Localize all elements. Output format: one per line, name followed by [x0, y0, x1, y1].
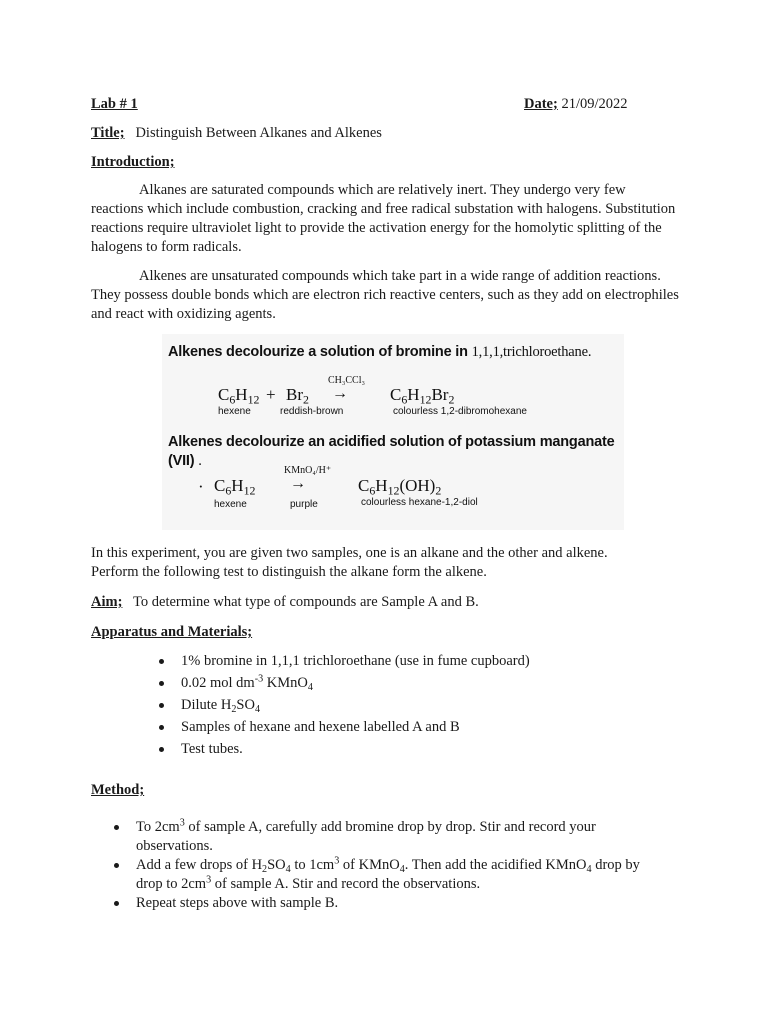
reaction-1-heading: [168, 343, 591, 362]
method-step-2: [136, 856, 666, 894]
method-step-2-c: to 1cm: [290, 857, 335, 873]
method-step-1-b: of sample A, carefully add bromine drop by drop. Stir and record your observations.: [136, 819, 596, 854]
date-value: 21/09/2022: [561, 96, 628, 112]
introduction-heading: Introduction;: [91, 154, 175, 170]
reaction-2-heading: [168, 433, 624, 471]
reaction-1-label-hexene: hexene: [218, 406, 251, 417]
lab-number: Lab # 1: [91, 96, 138, 112]
method-step-2-sub3: 4: [399, 864, 405, 876]
apparatus-item-bromine: 1% bromine in 1,1,1 trichloroethane (use in fume cupboard): [181, 652, 681, 671]
reaction-2-heading-rest: .: [198, 453, 202, 469]
method-step-3: Repeat steps above with sample B.: [136, 894, 666, 913]
reaction-1-condition: CH₃CCl₃: [328, 375, 365, 386]
reaction-1-arrow: →: [332, 385, 348, 402]
apparatus-item-samples: Samples of hexane and hexene labelled A and B: [181, 718, 681, 737]
reaction-2-dot: ·: [198, 477, 204, 496]
method-step-1-a: To 2cm: [136, 819, 180, 835]
aim-line: [91, 593, 479, 612]
reaction-1-label-bromine: reddish-brown: [280, 406, 344, 417]
method-step-2-b: SO: [267, 857, 286, 873]
title-text: Distinguish Between Alkanes and Alkenes: [135, 125, 382, 141]
method-step-1-sup: 3: [179, 817, 185, 829]
reaction-figure: [162, 334, 624, 530]
apparatus-list: [181, 652, 681, 762]
title-label: Title;: [91, 125, 125, 141]
apparatus-item-kmno4-b: KMnO: [263, 675, 308, 691]
reaction-2-arrow: →: [290, 475, 306, 492]
apparatus-item-kmno4-a: 0.02 mol dm: [181, 675, 255, 691]
reaction-1-product: $C_6H_{12}Br_2$: [390, 385, 455, 407]
method-step-2-sub1: 2: [262, 864, 268, 876]
introduction-paragraph-2: Alkenes are unsaturated compounds which take part in a wide range of addition reactions. They possess double bonds which are electron rich reactive centers, such as they add on electrophiles and react with oxidizing agents.: [91, 268, 679, 322]
method-heading: Method;: [91, 782, 145, 798]
reaction-1-heading-rest: 1,1,1,trichloroethane.: [471, 344, 592, 360]
method-step-2-sup1: 3: [334, 855, 340, 867]
aim-label: Aim;: [91, 594, 123, 610]
reaction-1-bromine: $Br_2$: [286, 385, 309, 407]
reaction-2-reactant: $C_6H_{12}$: [214, 476, 256, 498]
apparatus-item-h2so4-a: Dilute H: [181, 697, 232, 713]
method-step-2-d: of KMnO: [339, 857, 400, 873]
apparatus-item-h2so4-b: SO: [236, 697, 255, 713]
aim-text: To determine what type of compounds are Sample A and B.: [133, 594, 479, 610]
method-step-2-sub2: 4: [285, 864, 291, 876]
method-list: [136, 818, 666, 913]
method-step-2-sub4: 4: [586, 864, 592, 876]
apparatus-item-kmno4-sup: -3: [254, 673, 264, 685]
apparatus-item-h2so4: [181, 696, 681, 715]
date-line: [524, 95, 628, 114]
method-step-2-g: of sample A. Stir and record the observations.: [211, 876, 481, 892]
reaction-2-heading-bold: Alkenes decolourize an acidified solution of potassium manganate (VII): [168, 434, 615, 469]
method-step-2-a: Add a few drops of H: [136, 857, 263, 873]
reaction-2-label-hexene: hexene: [214, 499, 247, 510]
apparatus-item-kmno4: [181, 674, 681, 693]
introduction-paragraph-1: Alkanes are saturated compounds which are relatively inert. They undergo very few reactions which include combustion, cracking and free radical substation with halogens. Substitution reactions require ultraviolet light to provide the activation energy for the homolytic splitting of the halogens to form radicals.: [91, 182, 676, 255]
apparatus-item-test-tubes: Test tubes.: [181, 740, 681, 759]
method-step-2-f: drop by drop to 2cm: [136, 857, 640, 892]
reaction-2-product: $C_6H_{12}(OH)_2$: [358, 476, 442, 498]
experiment-paragraph: In this experiment, you are given two samples, one is an alkane and the other and alkene. Perform the following test to distinguish the alkane form the alkene.: [91, 545, 608, 580]
reaction-1-reactant: $C_6H_{12}$: [218, 385, 260, 407]
apparatus-heading: Apparatus and Materials;: [91, 624, 253, 640]
reaction-2-label-reagent: purple: [290, 499, 318, 510]
method-step-1: [136, 818, 666, 856]
reaction-1-plus: +: [266, 385, 276, 404]
apparatus-item-h2so4-sub1: 2: [231, 704, 237, 716]
method-step-2-sup2: 3: [206, 874, 212, 886]
reaction-2-label-product: colourless hexane-1,2-diol: [361, 497, 478, 508]
reaction-1-heading-bold: Alkenes decolourize a solution of bromine in: [168, 344, 468, 360]
method-step-2-e: . Then add the acidified KMnO: [404, 857, 587, 873]
apparatus-item-kmno4-sub: 4: [307, 682, 313, 694]
reaction-2-condition: KMnO₄/H⁺: [284, 465, 332, 476]
reaction-1-label-product: colourless 1,2-dibromohexane: [393, 406, 527, 417]
apparatus-item-h2so4-sub2: 4: [254, 704, 261, 716]
date-label: Date;: [524, 96, 558, 112]
title-line: [91, 124, 382, 143]
